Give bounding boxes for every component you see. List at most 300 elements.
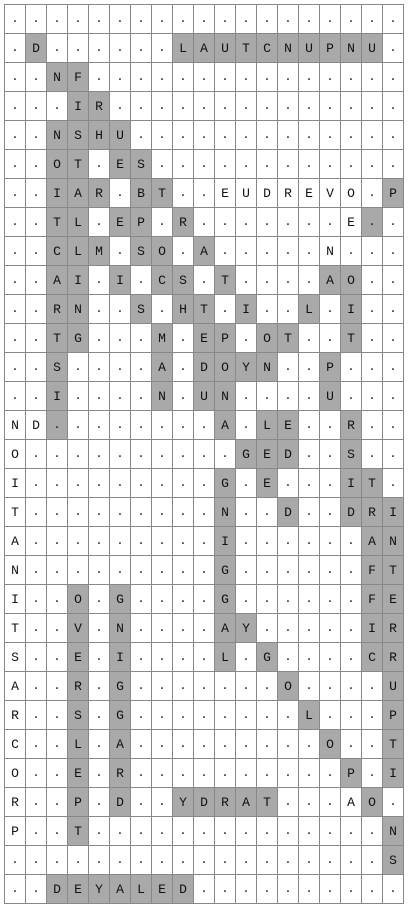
grid-cell[interactable]: . xyxy=(257,237,278,266)
grid-cell[interactable]: . xyxy=(383,5,404,34)
grid-cell[interactable]: . xyxy=(383,34,404,63)
grid-cell[interactable]: . xyxy=(131,498,152,527)
grid-cell[interactable]: . xyxy=(257,63,278,92)
grid-cell[interactable]: . xyxy=(131,614,152,643)
grid-cell[interactable]: O xyxy=(47,150,68,179)
grid-cell[interactable]: E xyxy=(278,411,299,440)
grid-cell[interactable]: . xyxy=(362,324,383,353)
grid-cell[interactable]: . xyxy=(383,150,404,179)
grid-cell[interactable]: R xyxy=(341,411,362,440)
grid-cell[interactable]: T xyxy=(278,324,299,353)
grid-cell[interactable]: Y xyxy=(173,788,194,817)
grid-cell[interactable]: . xyxy=(89,382,110,411)
grid-cell[interactable]: U xyxy=(320,382,341,411)
grid-cell[interactable]: . xyxy=(5,846,26,875)
grid-cell[interactable]: . xyxy=(89,527,110,556)
grid-cell[interactable]: B xyxy=(131,179,152,208)
grid-cell[interactable]: . xyxy=(131,730,152,759)
grid-cell[interactable]: . xyxy=(236,643,257,672)
grid-cell[interactable]: . xyxy=(5,63,26,92)
grid-cell[interactable]: . xyxy=(5,34,26,63)
grid-cell[interactable]: . xyxy=(68,440,89,469)
grid-cell[interactable]: . xyxy=(194,672,215,701)
grid-cell[interactable]: . xyxy=(152,411,173,440)
grid-cell[interactable]: I xyxy=(383,759,404,788)
grid-cell[interactable]: . xyxy=(131,92,152,121)
grid-cell[interactable]: L xyxy=(68,237,89,266)
grid-cell[interactable]: . xyxy=(26,643,47,672)
grid-cell[interactable]: . xyxy=(278,121,299,150)
grid-cell[interactable]: U xyxy=(236,179,257,208)
grid-cell[interactable]: . xyxy=(131,411,152,440)
grid-cell[interactable]: . xyxy=(215,5,236,34)
grid-cell[interactable]: N xyxy=(257,353,278,382)
grid-cell[interactable]: S xyxy=(131,150,152,179)
grid-cell[interactable]: . xyxy=(236,817,257,846)
grid-cell[interactable]: N xyxy=(110,614,131,643)
grid-cell[interactable]: . xyxy=(47,527,68,556)
grid-cell[interactable]: E xyxy=(152,875,173,904)
grid-cell[interactable]: . xyxy=(173,324,194,353)
grid-cell[interactable]: T xyxy=(5,614,26,643)
grid-cell[interactable]: . xyxy=(299,63,320,92)
grid-cell[interactable]: . xyxy=(320,759,341,788)
grid-cell[interactable]: . xyxy=(131,469,152,498)
grid-cell[interactable]: T xyxy=(362,469,383,498)
grid-cell[interactable]: . xyxy=(299,5,320,34)
grid-cell[interactable]: I xyxy=(47,382,68,411)
grid-cell[interactable]: . xyxy=(173,237,194,266)
grid-cell[interactable]: N xyxy=(5,411,26,440)
grid-cell[interactable]: . xyxy=(215,846,236,875)
grid-cell[interactable]: . xyxy=(173,846,194,875)
grid-cell[interactable]: . xyxy=(173,440,194,469)
grid-cell[interactable]: A xyxy=(341,788,362,817)
grid-cell[interactable]: . xyxy=(173,701,194,730)
grid-cell[interactable]: N xyxy=(47,121,68,150)
grid-cell[interactable]: . xyxy=(68,469,89,498)
grid-cell[interactable]: . xyxy=(152,469,173,498)
grid-cell[interactable]: U xyxy=(110,121,131,150)
grid-cell[interactable]: . xyxy=(257,208,278,237)
grid-cell[interactable]: . xyxy=(362,92,383,121)
grid-cell[interactable]: . xyxy=(47,34,68,63)
grid-cell[interactable]: R xyxy=(383,614,404,643)
grid-cell[interactable]: . xyxy=(131,817,152,846)
grid-cell[interactable]: . xyxy=(47,614,68,643)
grid-cell[interactable]: . xyxy=(152,34,173,63)
grid-cell[interactable]: P xyxy=(320,353,341,382)
grid-cell[interactable]: T xyxy=(383,556,404,585)
grid-cell[interactable]: . xyxy=(341,701,362,730)
grid-cell[interactable]: T xyxy=(68,150,89,179)
grid-cell[interactable]: . xyxy=(173,150,194,179)
grid-cell[interactable]: . xyxy=(320,701,341,730)
grid-cell[interactable]: R xyxy=(5,788,26,817)
grid-cell[interactable]: . xyxy=(26,179,47,208)
grid-cell[interactable]: . xyxy=(26,614,47,643)
grid-cell[interactable]: T xyxy=(383,730,404,759)
grid-cell[interactable]: . xyxy=(173,179,194,208)
grid-cell[interactable]: . xyxy=(194,817,215,846)
grid-cell[interactable]: . xyxy=(257,527,278,556)
grid-cell[interactable]: . xyxy=(257,614,278,643)
grid-cell[interactable]: . xyxy=(278,556,299,585)
grid-cell[interactable]: N xyxy=(68,295,89,324)
grid-cell[interactable]: I xyxy=(362,614,383,643)
grid-cell[interactable]: P xyxy=(5,817,26,846)
grid-cell[interactable]: R xyxy=(362,498,383,527)
grid-cell[interactable]: . xyxy=(257,701,278,730)
grid-cell[interactable]: . xyxy=(26,295,47,324)
grid-cell[interactable]: E xyxy=(383,585,404,614)
grid-cell[interactable]: A xyxy=(362,527,383,556)
grid-cell[interactable]: O xyxy=(68,585,89,614)
grid-cell[interactable]: D xyxy=(26,34,47,63)
grid-cell[interactable]: . xyxy=(362,411,383,440)
grid-cell[interactable]: . xyxy=(47,411,68,440)
grid-cell[interactable]: . xyxy=(320,527,341,556)
grid-cell[interactable]: . xyxy=(194,498,215,527)
grid-cell[interactable]: . xyxy=(383,121,404,150)
grid-cell[interactable]: E xyxy=(257,440,278,469)
grid-cell[interactable]: . xyxy=(362,730,383,759)
grid-cell[interactable]: . xyxy=(236,701,257,730)
grid-cell[interactable]: . xyxy=(173,556,194,585)
grid-cell[interactable]: . xyxy=(362,353,383,382)
grid-cell[interactable]: . xyxy=(47,556,68,585)
grid-cell[interactable]: . xyxy=(362,846,383,875)
grid-cell[interactable]: . xyxy=(341,585,362,614)
grid-cell[interactable]: H xyxy=(173,295,194,324)
grid-cell[interactable]: . xyxy=(299,875,320,904)
grid-cell[interactable]: . xyxy=(152,730,173,759)
grid-cell[interactable]: S xyxy=(131,237,152,266)
grid-cell[interactable]: . xyxy=(110,295,131,324)
grid-cell[interactable]: . xyxy=(26,672,47,701)
grid-cell[interactable]: . xyxy=(383,875,404,904)
grid-cell[interactable]: . xyxy=(278,266,299,295)
grid-cell[interactable]: . xyxy=(257,382,278,411)
grid-cell[interactable]: . xyxy=(257,672,278,701)
grid-cell[interactable]: . xyxy=(383,63,404,92)
grid-cell[interactable]: S xyxy=(383,846,404,875)
grid-cell[interactable]: . xyxy=(320,208,341,237)
grid-cell[interactable]: . xyxy=(5,237,26,266)
grid-cell[interactable]: . xyxy=(26,208,47,237)
grid-cell[interactable]: Y xyxy=(89,875,110,904)
grid-cell[interactable]: . xyxy=(110,237,131,266)
grid-cell[interactable]: H xyxy=(89,121,110,150)
grid-cell[interactable]: . xyxy=(152,527,173,556)
grid-cell[interactable]: . xyxy=(131,672,152,701)
grid-cell[interactable]: . xyxy=(68,382,89,411)
grid-cell[interactable]: . xyxy=(26,701,47,730)
grid-cell[interactable]: . xyxy=(215,817,236,846)
grid-cell[interactable]: A xyxy=(47,266,68,295)
grid-cell[interactable]: . xyxy=(215,208,236,237)
grid-cell[interactable]: N xyxy=(383,527,404,556)
grid-cell[interactable]: . xyxy=(383,92,404,121)
grid-cell[interactable]: T xyxy=(68,817,89,846)
grid-cell[interactable]: D xyxy=(173,875,194,904)
grid-cell[interactable]: . xyxy=(299,585,320,614)
grid-cell[interactable]: . xyxy=(173,817,194,846)
grid-cell[interactable]: T xyxy=(194,295,215,324)
grid-cell[interactable]: . xyxy=(341,237,362,266)
grid-cell[interactable]: . xyxy=(173,643,194,672)
grid-cell[interactable]: . xyxy=(362,701,383,730)
grid-cell[interactable]: L xyxy=(68,730,89,759)
grid-cell[interactable]: . xyxy=(131,701,152,730)
grid-cell[interactable]: . xyxy=(236,266,257,295)
grid-cell[interactable]: D xyxy=(47,875,68,904)
grid-cell[interactable]: . xyxy=(194,440,215,469)
grid-cell[interactable]: . xyxy=(278,63,299,92)
grid-cell[interactable]: . xyxy=(278,730,299,759)
grid-cell[interactable]: . xyxy=(26,527,47,556)
grid-cell[interactable]: A xyxy=(5,672,26,701)
grid-cell[interactable]: . xyxy=(236,324,257,353)
grid-cell[interactable]: S xyxy=(68,121,89,150)
grid-cell[interactable]: N xyxy=(215,498,236,527)
grid-cell[interactable]: . xyxy=(341,92,362,121)
grid-cell[interactable]: R xyxy=(68,672,89,701)
grid-cell[interactable]: . xyxy=(26,92,47,121)
grid-cell[interactable]: O xyxy=(278,672,299,701)
grid-cell[interactable]: D xyxy=(341,498,362,527)
grid-cell[interactable]: . xyxy=(110,324,131,353)
grid-cell[interactable]: . xyxy=(257,498,278,527)
grid-cell[interactable]: . xyxy=(383,382,404,411)
grid-cell[interactable]: O xyxy=(5,440,26,469)
grid-cell[interactable]: . xyxy=(215,295,236,324)
grid-cell[interactable]: . xyxy=(320,585,341,614)
grid-cell[interactable]: D xyxy=(110,788,131,817)
grid-cell[interactable]: E xyxy=(257,469,278,498)
grid-cell[interactable]: . xyxy=(299,527,320,556)
grid-cell[interactable]: . xyxy=(383,208,404,237)
grid-cell[interactable]: . xyxy=(26,440,47,469)
grid-cell[interactable]: . xyxy=(47,585,68,614)
grid-cell[interactable]: P xyxy=(383,179,404,208)
grid-cell[interactable]: O xyxy=(257,324,278,353)
grid-cell[interactable]: . xyxy=(110,469,131,498)
grid-cell[interactable]: . xyxy=(68,5,89,34)
grid-cell[interactable]: . xyxy=(320,150,341,179)
grid-cell[interactable]: D xyxy=(194,353,215,382)
grid-cell[interactable]: N xyxy=(215,382,236,411)
grid-cell[interactable]: . xyxy=(152,817,173,846)
grid-cell[interactable]: . xyxy=(278,788,299,817)
grid-cell[interactable]: S xyxy=(68,701,89,730)
grid-cell[interactable]: . xyxy=(257,875,278,904)
grid-cell[interactable]: . xyxy=(194,643,215,672)
grid-cell[interactable]: . xyxy=(320,875,341,904)
grid-cell[interactable]: . xyxy=(299,643,320,672)
grid-cell[interactable]: D xyxy=(278,498,299,527)
grid-cell[interactable]: . xyxy=(89,585,110,614)
grid-cell[interactable]: . xyxy=(362,382,383,411)
grid-cell[interactable]: A xyxy=(236,788,257,817)
grid-cell[interactable]: . xyxy=(173,498,194,527)
grid-cell[interactable]: . xyxy=(152,150,173,179)
grid-cell[interactable]: . xyxy=(110,5,131,34)
grid-cell[interactable]: . xyxy=(131,5,152,34)
grid-cell[interactable]: . xyxy=(47,440,68,469)
grid-cell[interactable]: A xyxy=(110,875,131,904)
grid-cell[interactable]: E xyxy=(215,179,236,208)
grid-cell[interactable]: . xyxy=(236,846,257,875)
grid-cell[interactable]: . xyxy=(152,440,173,469)
grid-cell[interactable]: R xyxy=(89,92,110,121)
grid-cell[interactable]: . xyxy=(257,121,278,150)
grid-cell[interactable]: . xyxy=(110,179,131,208)
grid-cell[interactable]: N xyxy=(320,237,341,266)
grid-cell[interactable]: C xyxy=(47,237,68,266)
grid-cell[interactable]: . xyxy=(47,469,68,498)
grid-cell[interactable]: I xyxy=(236,295,257,324)
grid-cell[interactable]: . xyxy=(89,672,110,701)
grid-cell[interactable]: . xyxy=(383,237,404,266)
grid-cell[interactable]: . xyxy=(341,5,362,34)
grid-cell[interactable]: . xyxy=(173,5,194,34)
grid-cell[interactable]: . xyxy=(320,324,341,353)
grid-cell[interactable]: . xyxy=(383,411,404,440)
grid-cell[interactable]: A xyxy=(5,527,26,556)
grid-cell[interactable]: . xyxy=(341,817,362,846)
grid-cell[interactable]: . xyxy=(299,411,320,440)
grid-cell[interactable]: T xyxy=(341,324,362,353)
grid-cell[interactable]: . xyxy=(26,237,47,266)
grid-cell[interactable]: . xyxy=(320,672,341,701)
grid-cell[interactable]: . xyxy=(47,92,68,121)
grid-cell[interactable]: P xyxy=(341,759,362,788)
grid-cell[interactable]: F xyxy=(362,585,383,614)
grid-cell[interactable]: M xyxy=(152,324,173,353)
grid-cell[interactable]: . xyxy=(89,469,110,498)
grid-cell[interactable]: . xyxy=(236,875,257,904)
grid-cell[interactable]: . xyxy=(47,730,68,759)
grid-cell[interactable]: A xyxy=(194,237,215,266)
grid-cell[interactable]: . xyxy=(383,324,404,353)
grid-cell[interactable]: . xyxy=(131,788,152,817)
grid-cell[interactable]: . xyxy=(47,5,68,34)
grid-cell[interactable]: S xyxy=(47,353,68,382)
grid-cell[interactable]: . xyxy=(341,672,362,701)
grid-cell[interactable]: M xyxy=(89,237,110,266)
grid-cell[interactable]: . xyxy=(110,63,131,92)
grid-cell[interactable]: . xyxy=(152,788,173,817)
grid-cell[interactable]: . xyxy=(194,121,215,150)
grid-cell[interactable]: . xyxy=(194,585,215,614)
grid-cell[interactable]: . xyxy=(383,353,404,382)
grid-cell[interactable]: . xyxy=(47,672,68,701)
grid-cell[interactable]: . xyxy=(26,469,47,498)
grid-cell[interactable]: . xyxy=(194,701,215,730)
grid-cell[interactable]: A xyxy=(152,353,173,382)
grid-cell[interactable]: . xyxy=(110,411,131,440)
grid-cell[interactable]: . xyxy=(236,150,257,179)
grid-cell[interactable]: . xyxy=(173,411,194,440)
grid-cell[interactable]: G xyxy=(215,469,236,498)
grid-cell[interactable]: . xyxy=(89,846,110,875)
grid-cell[interactable]: O xyxy=(341,266,362,295)
grid-cell[interactable]: . xyxy=(257,556,278,585)
grid-cell[interactable]: . xyxy=(89,556,110,585)
grid-cell[interactable]: . xyxy=(299,614,320,643)
grid-cell[interactable]: . xyxy=(215,237,236,266)
grid-cell[interactable]: . xyxy=(341,63,362,92)
grid-cell[interactable]: G xyxy=(110,701,131,730)
grid-cell[interactable]: . xyxy=(362,150,383,179)
grid-cell[interactable]: . xyxy=(89,150,110,179)
grid-cell[interactable]: D xyxy=(257,179,278,208)
grid-cell[interactable]: . xyxy=(299,121,320,150)
grid-cell[interactable]: . xyxy=(131,353,152,382)
grid-cell[interactable]: . xyxy=(47,759,68,788)
grid-cell[interactable]: G xyxy=(110,672,131,701)
grid-cell[interactable]: . xyxy=(362,121,383,150)
grid-cell[interactable]: . xyxy=(320,556,341,585)
grid-cell[interactable]: . xyxy=(236,411,257,440)
grid-cell[interactable]: T xyxy=(215,266,236,295)
grid-cell[interactable]: . xyxy=(68,411,89,440)
grid-cell[interactable]: I xyxy=(5,585,26,614)
grid-cell[interactable]: . xyxy=(26,846,47,875)
grid-cell[interactable]: . xyxy=(299,469,320,498)
grid-cell[interactable]: G xyxy=(68,324,89,353)
grid-cell[interactable]: D xyxy=(194,788,215,817)
grid-cell[interactable]: . xyxy=(110,846,131,875)
grid-cell[interactable]: . xyxy=(152,63,173,92)
grid-cell[interactable]: L xyxy=(215,643,236,672)
grid-cell[interactable]: S xyxy=(341,440,362,469)
grid-cell[interactable]: . xyxy=(257,5,278,34)
grid-cell[interactable]: . xyxy=(173,121,194,150)
grid-cell[interactable]: I xyxy=(5,469,26,498)
grid-cell[interactable]: L xyxy=(68,208,89,237)
grid-cell[interactable]: A xyxy=(215,614,236,643)
grid-cell[interactable]: . xyxy=(299,92,320,121)
grid-cell[interactable]: . xyxy=(278,208,299,237)
grid-cell[interactable]: . xyxy=(236,92,257,121)
grid-cell[interactable]: . xyxy=(341,730,362,759)
grid-cell[interactable]: . xyxy=(173,759,194,788)
grid-cell[interactable]: . xyxy=(194,266,215,295)
grid-cell[interactable]: C xyxy=(152,266,173,295)
grid-cell[interactable]: O xyxy=(320,730,341,759)
grid-cell[interactable]: . xyxy=(131,34,152,63)
grid-cell[interactable]: . xyxy=(26,5,47,34)
grid-cell[interactable]: O xyxy=(341,179,362,208)
grid-cell[interactable]: L xyxy=(173,34,194,63)
grid-cell[interactable]: P xyxy=(383,701,404,730)
grid-cell[interactable]: . xyxy=(383,788,404,817)
grid-cell[interactable]: . xyxy=(110,527,131,556)
grid-cell[interactable]: . xyxy=(278,527,299,556)
grid-cell[interactable]: . xyxy=(68,34,89,63)
grid-cell[interactable]: . xyxy=(26,382,47,411)
grid-cell[interactable]: . xyxy=(131,643,152,672)
grid-cell[interactable]: . xyxy=(68,527,89,556)
grid-cell[interactable]: U xyxy=(299,34,320,63)
grid-cell[interactable]: . xyxy=(47,643,68,672)
grid-cell[interactable]: . xyxy=(320,295,341,324)
grid-cell[interactable]: . xyxy=(320,498,341,527)
grid-cell[interactable]: . xyxy=(152,759,173,788)
grid-cell[interactable]: . xyxy=(47,701,68,730)
